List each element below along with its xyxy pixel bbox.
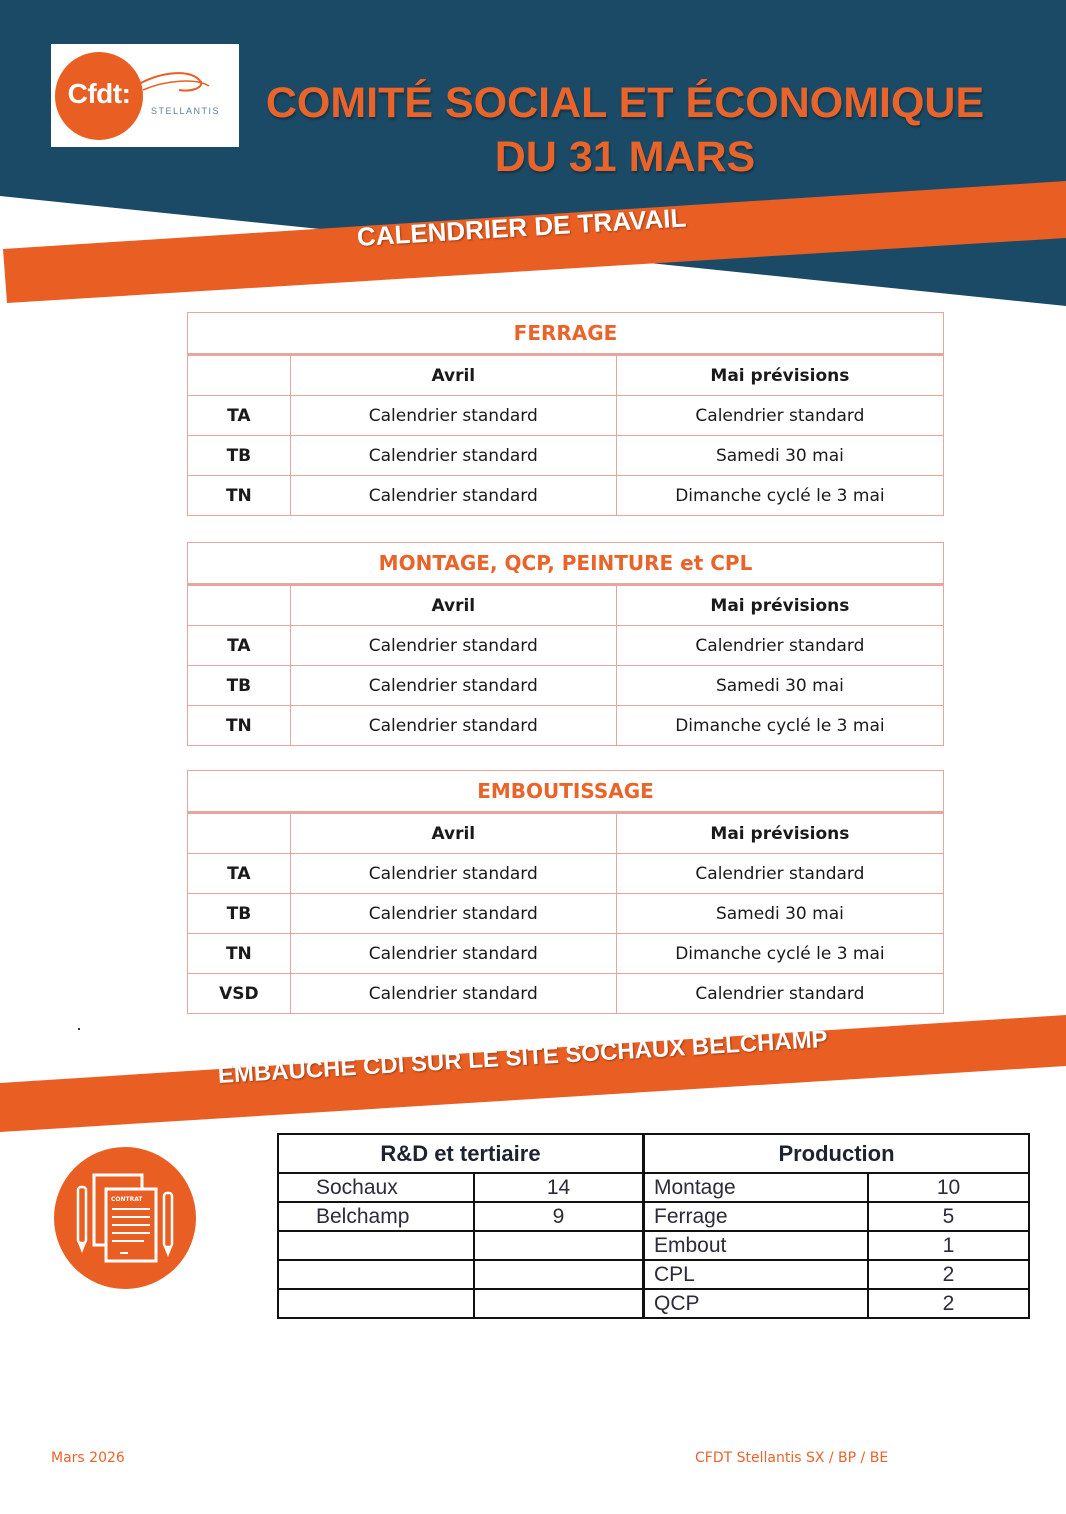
table-row — [188, 396, 944, 436]
footer-date: Mars 2026 — [51, 1450, 125, 1466]
cell-mai: Samedi 30 mai — [616, 894, 943, 934]
section-title: EMBOUTISSAGE — [188, 771, 944, 813]
rd-site — [278, 1260, 474, 1289]
cell-avril: Calendrier standard — [290, 666, 616, 706]
table-header-row — [188, 813, 944, 854]
table-row — [188, 666, 944, 706]
stray-dot — [78, 1028, 80, 1030]
cell-avril: Calendrier standard — [290, 854, 616, 894]
prod-area: Ferrage — [644, 1202, 869, 1231]
cell-avril: Calendrier standard — [290, 934, 616, 974]
banner-embauche: EMBAUCHE CDI SUR LE SITE SOCHAUX BELCHAMP — [217, 1025, 829, 1089]
footer-org: CFDT Stellantis SX / BP / BE — [695, 1450, 889, 1466]
table-embauche — [277, 1133, 1030, 1319]
prod-count: 10 — [868, 1173, 1029, 1202]
row-label: TN — [188, 476, 291, 516]
prod-count: 5 — [868, 1202, 1029, 1231]
rd-site: Belchamp — [278, 1202, 474, 1231]
table-emboutissage — [187, 770, 944, 1014]
row-label: TA — [188, 396, 291, 436]
cell-mai: Calendrier standard — [616, 626, 943, 666]
cell-mai: Calendrier standard — [616, 854, 943, 894]
table-row — [278, 1173, 1029, 1202]
table-row — [188, 974, 944, 1014]
cell-avril: Calendrier standard — [290, 436, 616, 476]
col-mai: Mai prévisions — [616, 585, 943, 626]
table-row — [188, 436, 944, 476]
table-row — [278, 1231, 1029, 1260]
prod-area: CPL — [644, 1260, 869, 1289]
table-row — [188, 854, 944, 894]
row-label: TB — [188, 666, 291, 706]
cell-mai: Calendrier standard — [616, 396, 943, 436]
table-row — [278, 1202, 1029, 1231]
row-label: TA — [188, 626, 291, 666]
empty-cell — [188, 355, 291, 396]
table-ferrage — [187, 312, 944, 516]
prod-count: 1 — [868, 1231, 1029, 1260]
rd-count — [474, 1231, 644, 1260]
rd-count: 9 — [474, 1202, 644, 1231]
prod-count: 2 — [868, 1260, 1029, 1289]
cell-avril: Calendrier standard — [290, 476, 616, 516]
prod-area: Montage — [644, 1173, 869, 1202]
row-label: TB — [188, 436, 291, 476]
contract-icon — [54, 1147, 196, 1289]
table-montage — [187, 542, 944, 746]
empty-cell — [188, 585, 291, 626]
cell-mai: Dimanche cyclé le 3 mai — [616, 706, 943, 746]
cfdt-stellantis-logo — [51, 44, 239, 147]
cell-mai: Dimanche cyclé le 3 mai — [616, 934, 943, 974]
rd-count: 14 — [474, 1173, 644, 1202]
col-avril: Avril — [290, 355, 616, 396]
banner-calendrier: CALENDRIER DE TRAVAIL — [356, 202, 688, 252]
contract-icon-label: CONTRAT — [111, 1196, 143, 1203]
section-title: FERRAGE — [188, 313, 944, 355]
table-row — [188, 626, 944, 666]
prod-area: Embout — [644, 1231, 869, 1260]
empty-cell — [188, 813, 291, 854]
table-header-row — [188, 355, 944, 396]
rd-count — [474, 1289, 644, 1318]
header-rd-tertiaire: R&D et tertiaire — [278, 1134, 644, 1173]
table-row — [188, 706, 944, 746]
row-label: TB — [188, 894, 291, 934]
table-row — [188, 476, 944, 516]
cell-mai: Calendrier standard — [616, 974, 943, 1014]
cell-avril: Calendrier standard — [290, 626, 616, 666]
row-label: TA — [188, 854, 291, 894]
table-row — [188, 934, 944, 974]
page-title-line2: DU 31 MARS — [494, 133, 756, 181]
row-label: TN — [188, 934, 291, 974]
table-row — [278, 1260, 1029, 1289]
table-row — [278, 1289, 1029, 1318]
logo-stellantis-text: STELLANTIS — [151, 106, 221, 116]
header-production: Production — [644, 1134, 1030, 1173]
page-title — [240, 76, 1010, 184]
prod-area: QCP — [644, 1289, 869, 1318]
col-avril: Avril — [290, 813, 616, 854]
col-mai: Mai prévisions — [616, 813, 943, 854]
cell-mai: Samedi 30 mai — [616, 436, 943, 476]
logo-cfdt-text: Cfdt: — [67, 78, 131, 109]
cell-mai: Dimanche cyclé le 3 mai — [616, 476, 943, 516]
cell-mai: Samedi 30 mai — [616, 666, 943, 706]
page-title-line1: COMITÉ SOCIAL ET ÉCONOMIQUE — [265, 79, 985, 127]
orange-banner-bottom — [0, 1015, 1066, 1132]
cell-avril: Calendrier standard — [290, 974, 616, 1014]
cell-avril: Calendrier standard — [290, 706, 616, 746]
rd-site — [278, 1231, 474, 1260]
rd-site — [278, 1289, 474, 1318]
rd-count — [474, 1260, 644, 1289]
row-label: VSD — [188, 974, 291, 1014]
rd-site: Sochaux — [278, 1173, 474, 1202]
table-header-row — [188, 585, 944, 626]
cell-avril: Calendrier standard — [290, 396, 616, 436]
table-row — [188, 894, 944, 934]
table-header-row — [278, 1134, 1029, 1173]
prod-count: 2 — [868, 1289, 1029, 1318]
cell-avril: Calendrier standard — [290, 894, 616, 934]
col-avril: Avril — [290, 585, 616, 626]
section-title: MONTAGE, QCP, PEINTURE et CPL — [188, 543, 944, 585]
row-label: TN — [188, 706, 291, 746]
col-mai: Mai prévisions — [616, 355, 943, 396]
